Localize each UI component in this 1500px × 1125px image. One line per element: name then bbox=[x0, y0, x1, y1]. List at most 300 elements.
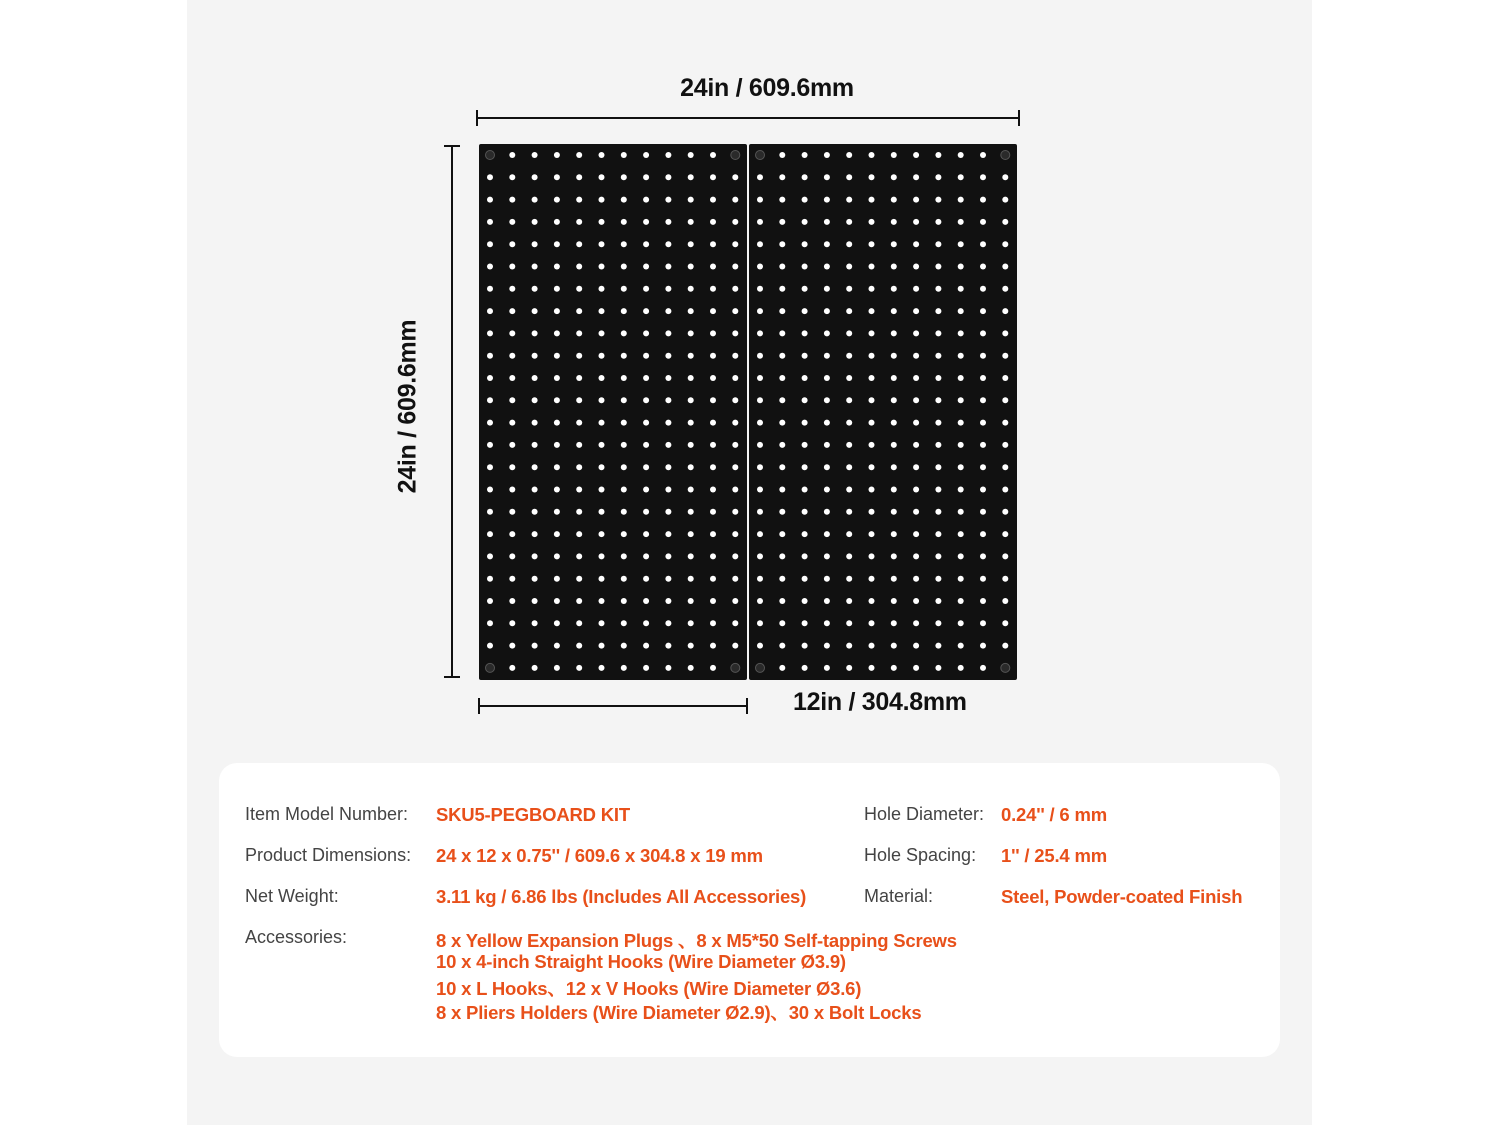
peg-hole bbox=[576, 241, 582, 247]
accessory-line: 10 x L Hooks、12 x V Hooks (Wire Diameter Ø3.6) bbox=[436, 978, 862, 999]
peg-hole bbox=[688, 219, 694, 225]
peg-hole bbox=[846, 197, 852, 203]
peg-hole bbox=[958, 553, 964, 559]
peg-hole bbox=[980, 241, 986, 247]
peg-hole bbox=[688, 330, 694, 336]
peg-hole bbox=[532, 375, 538, 381]
peg-hole bbox=[599, 553, 605, 559]
peg-hole bbox=[599, 464, 605, 470]
peg-hole bbox=[710, 665, 716, 671]
peg-hole bbox=[779, 219, 785, 225]
peg-hole bbox=[554, 487, 560, 493]
peg-hole bbox=[891, 152, 897, 158]
peg-hole bbox=[891, 643, 897, 649]
peg-hole bbox=[958, 487, 964, 493]
peg-hole bbox=[891, 442, 897, 448]
peg-hole bbox=[710, 174, 716, 180]
peg-hole bbox=[688, 174, 694, 180]
peg-hole bbox=[913, 420, 919, 426]
peg-hole bbox=[869, 665, 875, 671]
peg-hole bbox=[757, 598, 763, 604]
peg-hole bbox=[509, 598, 515, 604]
peg-hole bbox=[935, 397, 941, 403]
peg-hole bbox=[891, 353, 897, 359]
spec-value-weight: 3.11 kg / 6.86 lbs (Includes All Accessories) bbox=[436, 886, 807, 907]
peg-hole bbox=[732, 553, 738, 559]
peg-hole bbox=[665, 397, 671, 403]
peg-hole bbox=[824, 509, 830, 515]
peg-hole bbox=[688, 509, 694, 515]
peg-hole bbox=[869, 487, 875, 493]
peg-hole bbox=[913, 464, 919, 470]
peg-hole bbox=[554, 531, 560, 537]
peg-hole bbox=[779, 509, 785, 515]
peg-hole bbox=[802, 353, 808, 359]
peg-hole bbox=[576, 286, 582, 292]
mounting-screw bbox=[486, 151, 495, 160]
peg-hole bbox=[935, 241, 941, 247]
peg-hole bbox=[891, 620, 897, 626]
peg-hole bbox=[802, 509, 808, 515]
peg-hole bbox=[779, 286, 785, 292]
peg-hole bbox=[980, 665, 986, 671]
peg-hole bbox=[509, 531, 515, 537]
peg-hole bbox=[869, 442, 875, 448]
peg-hole bbox=[665, 643, 671, 649]
peg-hole bbox=[824, 531, 830, 537]
peg-hole bbox=[576, 598, 582, 604]
peg-hole bbox=[824, 620, 830, 626]
peg-hole bbox=[532, 219, 538, 225]
peg-hole bbox=[891, 397, 897, 403]
peg-hole bbox=[732, 330, 738, 336]
peg-hole bbox=[487, 174, 493, 180]
peg-hole bbox=[710, 420, 716, 426]
peg-hole bbox=[665, 375, 671, 381]
peg-hole bbox=[509, 442, 515, 448]
peg-hole bbox=[1002, 620, 1008, 626]
peg-hole bbox=[935, 197, 941, 203]
peg-hole bbox=[824, 397, 830, 403]
peg-hole bbox=[665, 174, 671, 180]
peg-hole bbox=[802, 197, 808, 203]
peg-hole bbox=[935, 553, 941, 559]
peg-hole bbox=[757, 442, 763, 448]
peg-hole bbox=[757, 620, 763, 626]
peg-hole bbox=[980, 576, 986, 582]
peg-hole bbox=[732, 219, 738, 225]
peg-hole bbox=[869, 598, 875, 604]
peg-hole bbox=[509, 576, 515, 582]
peg-hole bbox=[958, 576, 964, 582]
peg-hole bbox=[1002, 308, 1008, 314]
peg-hole bbox=[757, 264, 763, 270]
peg-hole bbox=[710, 598, 716, 604]
peg-hole bbox=[824, 330, 830, 336]
peg-hole bbox=[802, 665, 808, 671]
peg-hole bbox=[1002, 643, 1008, 649]
peg-hole bbox=[576, 487, 582, 493]
peg-hole bbox=[980, 286, 986, 292]
peg-hole bbox=[732, 397, 738, 403]
peg-hole bbox=[824, 264, 830, 270]
peg-hole bbox=[621, 353, 627, 359]
peg-hole bbox=[1002, 241, 1008, 247]
peg-hole bbox=[980, 531, 986, 537]
height-dimension-tick-bottom bbox=[444, 676, 460, 678]
peg-hole bbox=[913, 353, 919, 359]
peg-hole bbox=[621, 152, 627, 158]
peg-hole bbox=[576, 219, 582, 225]
peg-hole bbox=[688, 397, 694, 403]
peg-hole bbox=[802, 397, 808, 403]
peg-hole bbox=[576, 375, 582, 381]
peg-hole bbox=[710, 152, 716, 158]
peg-hole bbox=[665, 353, 671, 359]
peg-hole bbox=[958, 665, 964, 671]
peg-hole bbox=[757, 330, 763, 336]
spec-value-material: Steel, Powder-coated Finish bbox=[1001, 886, 1243, 907]
peg-hole bbox=[487, 576, 493, 582]
peg-hole bbox=[802, 598, 808, 604]
peg-hole bbox=[913, 264, 919, 270]
peg-hole bbox=[980, 397, 986, 403]
peg-hole bbox=[621, 553, 627, 559]
peg-hole bbox=[1002, 264, 1008, 270]
peg-hole bbox=[532, 197, 538, 203]
peg-hole bbox=[891, 598, 897, 604]
peg-hole bbox=[554, 643, 560, 649]
peg-hole bbox=[599, 397, 605, 403]
peg-hole bbox=[779, 442, 785, 448]
peg-hole bbox=[980, 219, 986, 225]
peg-hole bbox=[802, 553, 808, 559]
peg-hole bbox=[824, 576, 830, 582]
peg-hole bbox=[980, 197, 986, 203]
peg-hole bbox=[688, 152, 694, 158]
peg-hole bbox=[732, 420, 738, 426]
peg-hole bbox=[980, 509, 986, 515]
peg-hole bbox=[846, 286, 852, 292]
peg-hole bbox=[779, 353, 785, 359]
spec-value-hole-spacing: 1'' / 25.4 mm bbox=[1001, 845, 1107, 866]
peg-hole bbox=[576, 643, 582, 649]
peg-hole bbox=[846, 553, 852, 559]
peg-hole bbox=[824, 241, 830, 247]
peg-hole bbox=[913, 487, 919, 493]
peg-hole bbox=[710, 487, 716, 493]
peg-hole bbox=[891, 531, 897, 537]
peg-hole bbox=[757, 531, 763, 537]
panel-width-dimension-line bbox=[479, 705, 747, 707]
peg-hole bbox=[779, 620, 785, 626]
peg-hole bbox=[779, 197, 785, 203]
peg-hole bbox=[802, 620, 808, 626]
peg-hole bbox=[869, 241, 875, 247]
peg-hole bbox=[732, 531, 738, 537]
peg-hole bbox=[665, 264, 671, 270]
peg-hole bbox=[599, 330, 605, 336]
product-canvas bbox=[187, 0, 1312, 1125]
peg-hole bbox=[846, 308, 852, 314]
peg-hole bbox=[643, 152, 649, 158]
peg-hole bbox=[643, 420, 649, 426]
peg-hole bbox=[487, 286, 493, 292]
peg-hole bbox=[779, 308, 785, 314]
peg-hole bbox=[779, 643, 785, 649]
spec-label-accessories: Accessories: bbox=[245, 927, 348, 947]
peg-hole bbox=[1002, 598, 1008, 604]
peg-hole bbox=[779, 576, 785, 582]
spec-label-weight: Net Weight: bbox=[245, 886, 339, 906]
peg-hole bbox=[509, 464, 515, 470]
spec-label-material: Material: bbox=[864, 886, 934, 906]
peg-hole bbox=[913, 286, 919, 292]
peg-hole bbox=[554, 219, 560, 225]
peg-hole bbox=[688, 487, 694, 493]
peg-hole bbox=[869, 509, 875, 515]
peg-hole bbox=[935, 464, 941, 470]
peg-hole bbox=[824, 152, 830, 158]
peg-hole bbox=[487, 442, 493, 448]
peg-hole bbox=[509, 643, 515, 649]
spec-label-dimensions: Product Dimensions: bbox=[245, 845, 412, 865]
peg-hole bbox=[824, 420, 830, 426]
peg-hole bbox=[869, 643, 875, 649]
peg-hole bbox=[643, 509, 649, 515]
spec-label-hole-spacing: Hole Spacing: bbox=[864, 845, 977, 865]
peg-hole bbox=[599, 264, 605, 270]
peg-hole bbox=[958, 264, 964, 270]
peg-hole bbox=[509, 353, 515, 359]
peg-hole bbox=[869, 397, 875, 403]
peg-hole bbox=[665, 553, 671, 559]
peg-hole bbox=[980, 353, 986, 359]
accessory-line: 8 x Yellow Expansion Plugs 、8 x M5*50 Self-tapping Screws bbox=[436, 930, 957, 951]
peg-hole bbox=[688, 620, 694, 626]
peg-hole bbox=[935, 375, 941, 381]
peg-hole bbox=[935, 509, 941, 515]
peg-hole bbox=[487, 219, 493, 225]
peg-hole bbox=[935, 219, 941, 225]
peg-hole bbox=[824, 219, 830, 225]
peg-hole bbox=[846, 464, 852, 470]
peg-hole bbox=[576, 420, 582, 426]
peg-hole bbox=[846, 241, 852, 247]
peg-hole bbox=[621, 576, 627, 582]
peg-hole bbox=[757, 219, 763, 225]
peg-hole bbox=[554, 509, 560, 515]
peg-hole bbox=[710, 464, 716, 470]
peg-hole bbox=[732, 487, 738, 493]
peg-hole bbox=[621, 241, 627, 247]
peg-hole bbox=[688, 375, 694, 381]
peg-hole bbox=[779, 152, 785, 158]
peg-hole bbox=[665, 197, 671, 203]
spec-value-model: SKU5-PEGBOARD KIT bbox=[436, 804, 630, 825]
peg-hole bbox=[599, 308, 605, 314]
peg-hole bbox=[935, 442, 941, 448]
peg-hole bbox=[710, 620, 716, 626]
peg-hole bbox=[802, 308, 808, 314]
peg-hole bbox=[869, 286, 875, 292]
peg-hole bbox=[1002, 464, 1008, 470]
peg-hole bbox=[509, 152, 515, 158]
peg-hole bbox=[710, 509, 716, 515]
peg-hole bbox=[554, 442, 560, 448]
peg-hole bbox=[779, 420, 785, 426]
mounting-screw bbox=[731, 663, 740, 672]
peg-hole bbox=[732, 308, 738, 314]
peg-hole bbox=[958, 420, 964, 426]
peg-hole bbox=[688, 353, 694, 359]
height-dimension-line bbox=[451, 145, 453, 678]
accessory-line: 8 x Pliers Holders (Wire Diameter Ø2.9)、30 x Bolt Locks bbox=[436, 1002, 922, 1023]
peg-hole bbox=[732, 197, 738, 203]
peg-hole bbox=[621, 598, 627, 604]
peg-hole bbox=[757, 197, 763, 203]
peg-hole bbox=[757, 487, 763, 493]
peg-hole bbox=[779, 375, 785, 381]
peg-hole bbox=[846, 576, 852, 582]
peg-hole bbox=[688, 598, 694, 604]
peg-hole bbox=[509, 509, 515, 515]
peg-hole bbox=[509, 420, 515, 426]
peg-hole bbox=[958, 531, 964, 537]
peg-hole bbox=[802, 264, 808, 270]
peg-hole bbox=[1002, 397, 1008, 403]
peg-hole bbox=[980, 487, 986, 493]
peg-hole bbox=[621, 420, 627, 426]
peg-hole bbox=[846, 264, 852, 270]
peg-hole bbox=[958, 330, 964, 336]
peg-hole bbox=[532, 643, 538, 649]
peg-hole bbox=[599, 531, 605, 537]
height-dimension-label: 24in / 609.6mm bbox=[393, 319, 422, 494]
peg-hole bbox=[935, 420, 941, 426]
peg-hole bbox=[576, 330, 582, 336]
peg-hole bbox=[802, 330, 808, 336]
peg-hole bbox=[599, 197, 605, 203]
peg-hole bbox=[891, 286, 897, 292]
peg-hole bbox=[532, 152, 538, 158]
peg-hole bbox=[665, 241, 671, 247]
peg-hole bbox=[554, 353, 560, 359]
peg-hole bbox=[802, 219, 808, 225]
peg-hole bbox=[532, 330, 538, 336]
peg-hole bbox=[554, 330, 560, 336]
peg-hole bbox=[643, 553, 649, 559]
peg-hole bbox=[958, 643, 964, 649]
peg-hole bbox=[576, 264, 582, 270]
peg-hole bbox=[757, 553, 763, 559]
peg-hole bbox=[958, 152, 964, 158]
peg-hole bbox=[891, 174, 897, 180]
peg-hole bbox=[846, 598, 852, 604]
peg-hole bbox=[554, 375, 560, 381]
peg-hole bbox=[621, 665, 627, 671]
peg-hole bbox=[958, 464, 964, 470]
peg-hole bbox=[1002, 576, 1008, 582]
peg-hole bbox=[935, 174, 941, 180]
peg-hole bbox=[643, 487, 649, 493]
peg-hole bbox=[958, 397, 964, 403]
peg-hole bbox=[665, 286, 671, 292]
peg-hole bbox=[643, 375, 649, 381]
peg-hole bbox=[487, 308, 493, 314]
peg-hole bbox=[980, 643, 986, 649]
peg-hole bbox=[732, 286, 738, 292]
peg-hole bbox=[891, 197, 897, 203]
peg-hole bbox=[802, 174, 808, 180]
peg-hole bbox=[665, 330, 671, 336]
peg-hole bbox=[643, 442, 649, 448]
peg-hole bbox=[824, 375, 830, 381]
peg-hole bbox=[980, 174, 986, 180]
peg-hole bbox=[1002, 509, 1008, 515]
peg-hole bbox=[935, 286, 941, 292]
peg-hole bbox=[980, 442, 986, 448]
peg-hole bbox=[665, 420, 671, 426]
peg-hole bbox=[643, 241, 649, 247]
peg-hole bbox=[913, 553, 919, 559]
peg-hole bbox=[913, 509, 919, 515]
peg-hole bbox=[732, 598, 738, 604]
peg-hole bbox=[1002, 420, 1008, 426]
peg-hole bbox=[980, 598, 986, 604]
peg-hole bbox=[935, 330, 941, 336]
peg-hole bbox=[532, 442, 538, 448]
peg-hole bbox=[532, 665, 538, 671]
height-dimension-tick-top bbox=[444, 145, 460, 147]
peg-hole bbox=[621, 375, 627, 381]
peg-hole bbox=[554, 598, 560, 604]
peg-hole bbox=[576, 576, 582, 582]
mounting-screw bbox=[1001, 663, 1010, 672]
peg-hole bbox=[869, 553, 875, 559]
peg-hole bbox=[980, 620, 986, 626]
peg-hole bbox=[688, 264, 694, 270]
peg-hole bbox=[913, 442, 919, 448]
peg-hole bbox=[621, 620, 627, 626]
specifications-card bbox=[219, 763, 1280, 1057]
peg-hole bbox=[913, 219, 919, 225]
peg-hole bbox=[935, 152, 941, 158]
peg-hole bbox=[599, 174, 605, 180]
peg-hole bbox=[643, 576, 649, 582]
peg-hole bbox=[487, 330, 493, 336]
panel-width-tick-left bbox=[478, 698, 480, 714]
peg-hole bbox=[509, 308, 515, 314]
peg-hole bbox=[869, 264, 875, 270]
peg-hole bbox=[554, 620, 560, 626]
peg-hole bbox=[846, 152, 852, 158]
peg-hole bbox=[935, 531, 941, 537]
peg-hole bbox=[599, 442, 605, 448]
peg-hole bbox=[554, 264, 560, 270]
peg-hole bbox=[643, 219, 649, 225]
pegboard-panel bbox=[749, 144, 1017, 680]
peg-hole bbox=[757, 174, 763, 180]
peg-hole bbox=[891, 553, 897, 559]
peg-hole bbox=[869, 308, 875, 314]
peg-hole bbox=[779, 464, 785, 470]
peg-hole bbox=[576, 531, 582, 537]
peg-hole bbox=[643, 620, 649, 626]
peg-hole bbox=[846, 487, 852, 493]
peg-hole bbox=[554, 197, 560, 203]
peg-hole bbox=[913, 620, 919, 626]
